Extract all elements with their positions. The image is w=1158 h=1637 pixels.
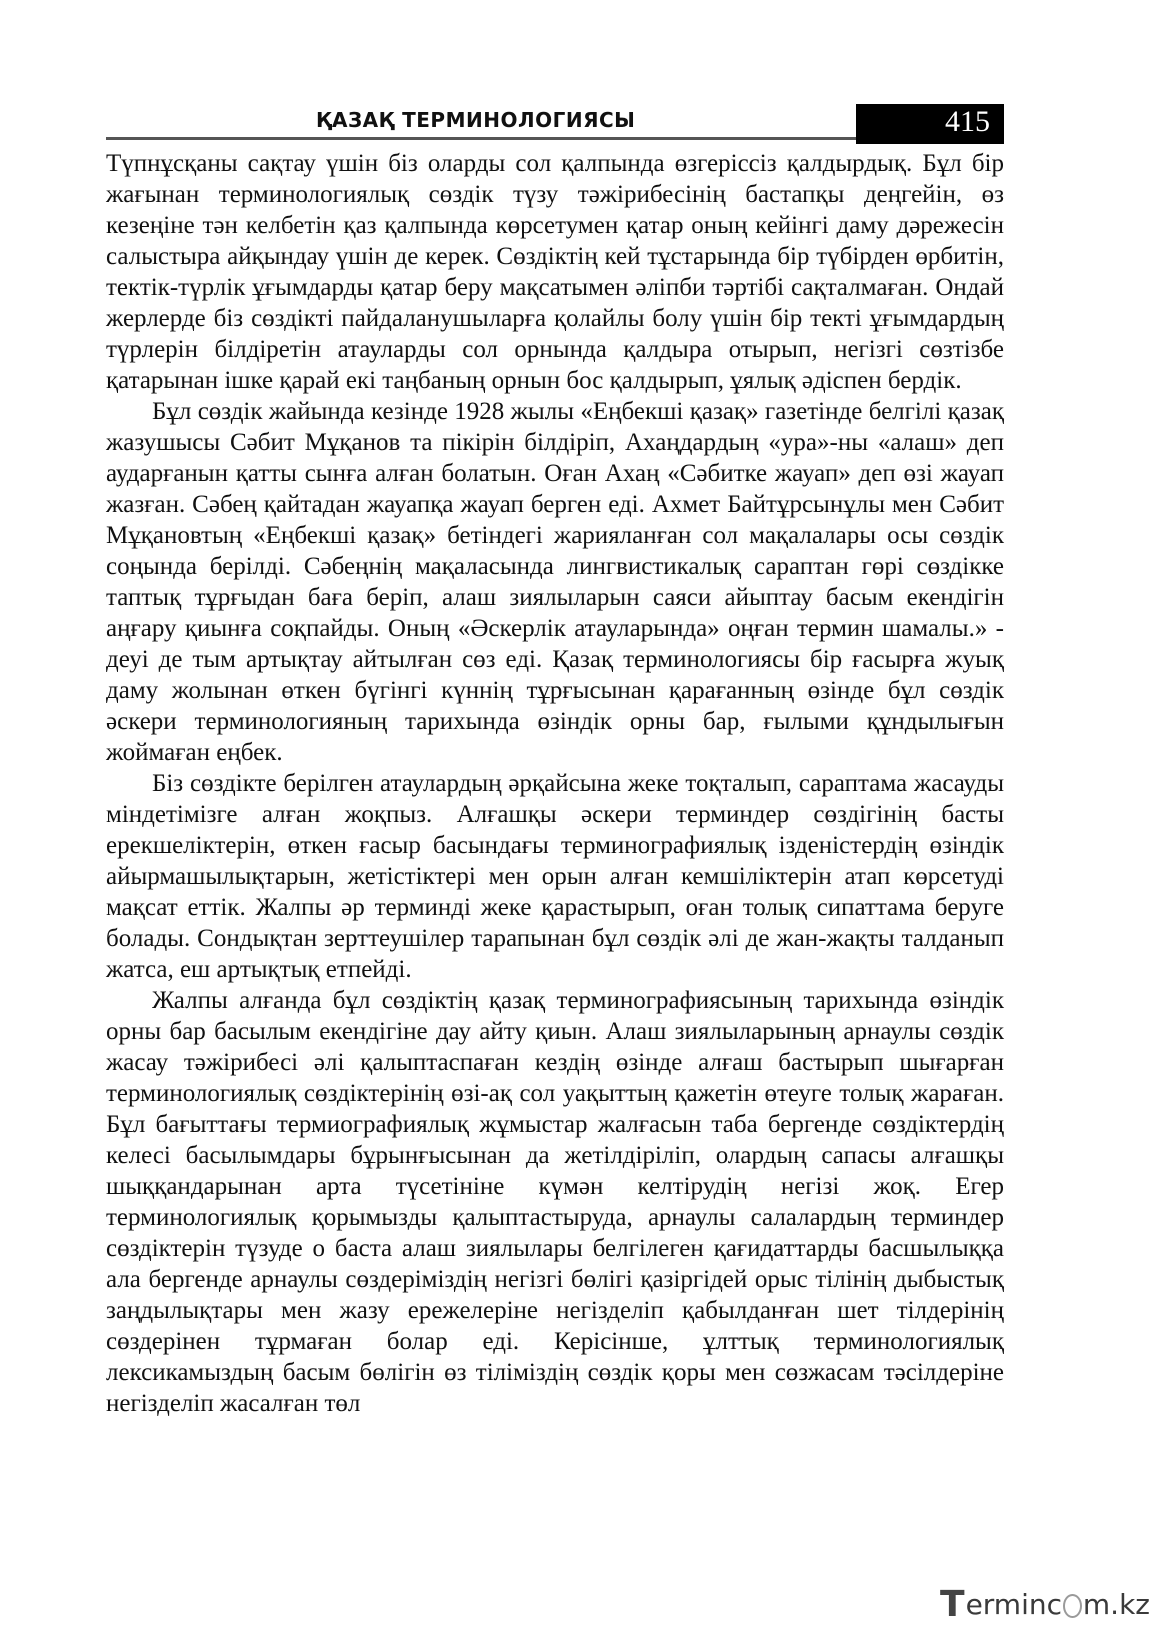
watermark-letter: T: [940, 1583, 965, 1625]
watermark-logo: [940, 1582, 1150, 1626]
body-text: [106, 148, 1004, 1419]
watermark-text: erminc: [965, 1587, 1063, 1621]
header-rule: [106, 137, 862, 140]
running-header: [106, 104, 1004, 144]
page-number-box: [856, 104, 1004, 144]
globe-icon: [1063, 1594, 1082, 1618]
page-number: 415: [945, 105, 990, 138]
paragraph: Жалпы алғанда бұл сөздіктің қазақ терминографиясының тарихында өзіндік орны бар басылым екендігіне дау айту қиын. Алаш зиялыларының арнаулы сөздік жасау тәжірибесі әлі қалыптаспаған кездің өзінде алғаш бастырып шығарған терминологиялық сөздіктерінің өзі-ақ сол уақыттың қажетін өтеуге толық жараған. Бұл бағыттағы термиографиялық жұмыстар жалғасын таба бергенде сөздіктердің келесі басылымдары бұрынғысынан да жетілдіріліп, олардың сапасы алғашқы шыққандарынан арта түсетініне күмән келтірудің негізі жоқ. Егер терминологиялық қорымызды қалыптастыруда, арнаулы салалардың терминдер сөздіктерін түзуде о баста алаш зиялылары белгілеген қағидаттарды басшылыққа ала бергенде арнаулы сөздеріміздің негізгі бөлігі қазіргідей орыс тілінің дыбыстық заңдылықтары мен жазу ережелеріне негізделіп қабылданған шет тілдерінің сөздерінен тұрмаған болар еді. Керісінше, ұлттық терминологиялық лексикамыздың басым бөлігін өз тіліміздің сөздік қоры мен сөзжасам тәсілдеріне негізделіп жасалған төл: [106, 987, 1004, 1417]
watermark-domain: m.kz: [1082, 1587, 1150, 1621]
paragraph: Бұл сөздік жайында кезінде 1928 жылы «Еңбекші қазақ» газетінде белгілі қазақ жазушысы Сәбит Мұқанов та пікірін білдіріп, Ахаңдардың «ура»-ны «алаш» деп аударғанын қатты сынға алған болатын. Оған Ахаң «Сәбитке жауап» деп өзі жауап жазған. Сәбең қайтадан жауапқа жауап берген еді. Ахмет Байтұрсынұлы мен Сәбит Мұқановтың «Еңбекші қазақ» бетіндегі жарияланған сол мақалалары осы сөздік соңында берілді. Сәбеңнің мақаласында лингвистикалық сараптан гөрі сөздікке таптық тұрғыдан баға беріп, алаш зиялыларын саяси айыптау басым екендігін аңғару қиынға соқпайды. Оның «Әскерлік атауларында» оңған термин шамалы.» - деуі де тым артықтау айтылған сөз еді. Қазақ терминологиясы бір ғасырға жуық даму жолынан өткен бүгінгі күннің тұрғысынан қарағанның өзінде бұл сөздік әскери терминологияның тарихында өзіндік орны бар, ғылыми құндылығын жоймаған еңбек.: [106, 398, 1004, 766]
paragraph: Біз сөздікте берілген атаулардың әрқайсына жеке тоқталып, сараптама жасауды міндетімізге алған жоқпыз. Алғашқы әскери терминдер сөздігінің басты ерекшеліктерін, өткен ғасыр басындағы терминографиялық ізденістердің өзіндік айырмашылықтарын, жетістіктері мен орын алған кемшіліктерін атап көрсетуді мақсат еттік. Жалпы әр терминді жеке қарастырып, оған толық сипаттама беруге болады. Сондықтан зерттеушілер тарапынан бұл сөздік әлі де жан-жақты талданып жатса, еш артықтық етпейді.: [106, 770, 1004, 983]
running-header-title: ҚАЗАҚ ТЕРМИНОЛОГИЯСЫ: [316, 108, 636, 132]
paragraph: Түпнұсқаны сақтау үшін біз оларды сол қалпында өзгеріссіз қалдырдық. Бұл бір жағынан терминологиялық сөздік түзу тәжірибесінің бастапқы деңгейін, өз кезеңіне тән келбетін қаз қалпында көрсетумен қатар оның кейінгі даму дәрежесін салыстыра айқындау үшін де керек. Сөздіктің кей тұстарында бір түбірден өрбитін, тектік-түрлік ұғымдарды қатар беру мақсатымен әліпби тәртібі сақталмаған. Ондай жерлерде біз сөздікті пайдаланушыларға қолайлы болу үшін бір текті ұғымдардың түрлерін білдіретін атауларды сол орнында қалдыра отырып, негізгі сөзтізбе қатарынан ішке қарай екі таңбаның орнын бос қалдырып, ұялық әдіспен бердік.: [106, 150, 1004, 394]
